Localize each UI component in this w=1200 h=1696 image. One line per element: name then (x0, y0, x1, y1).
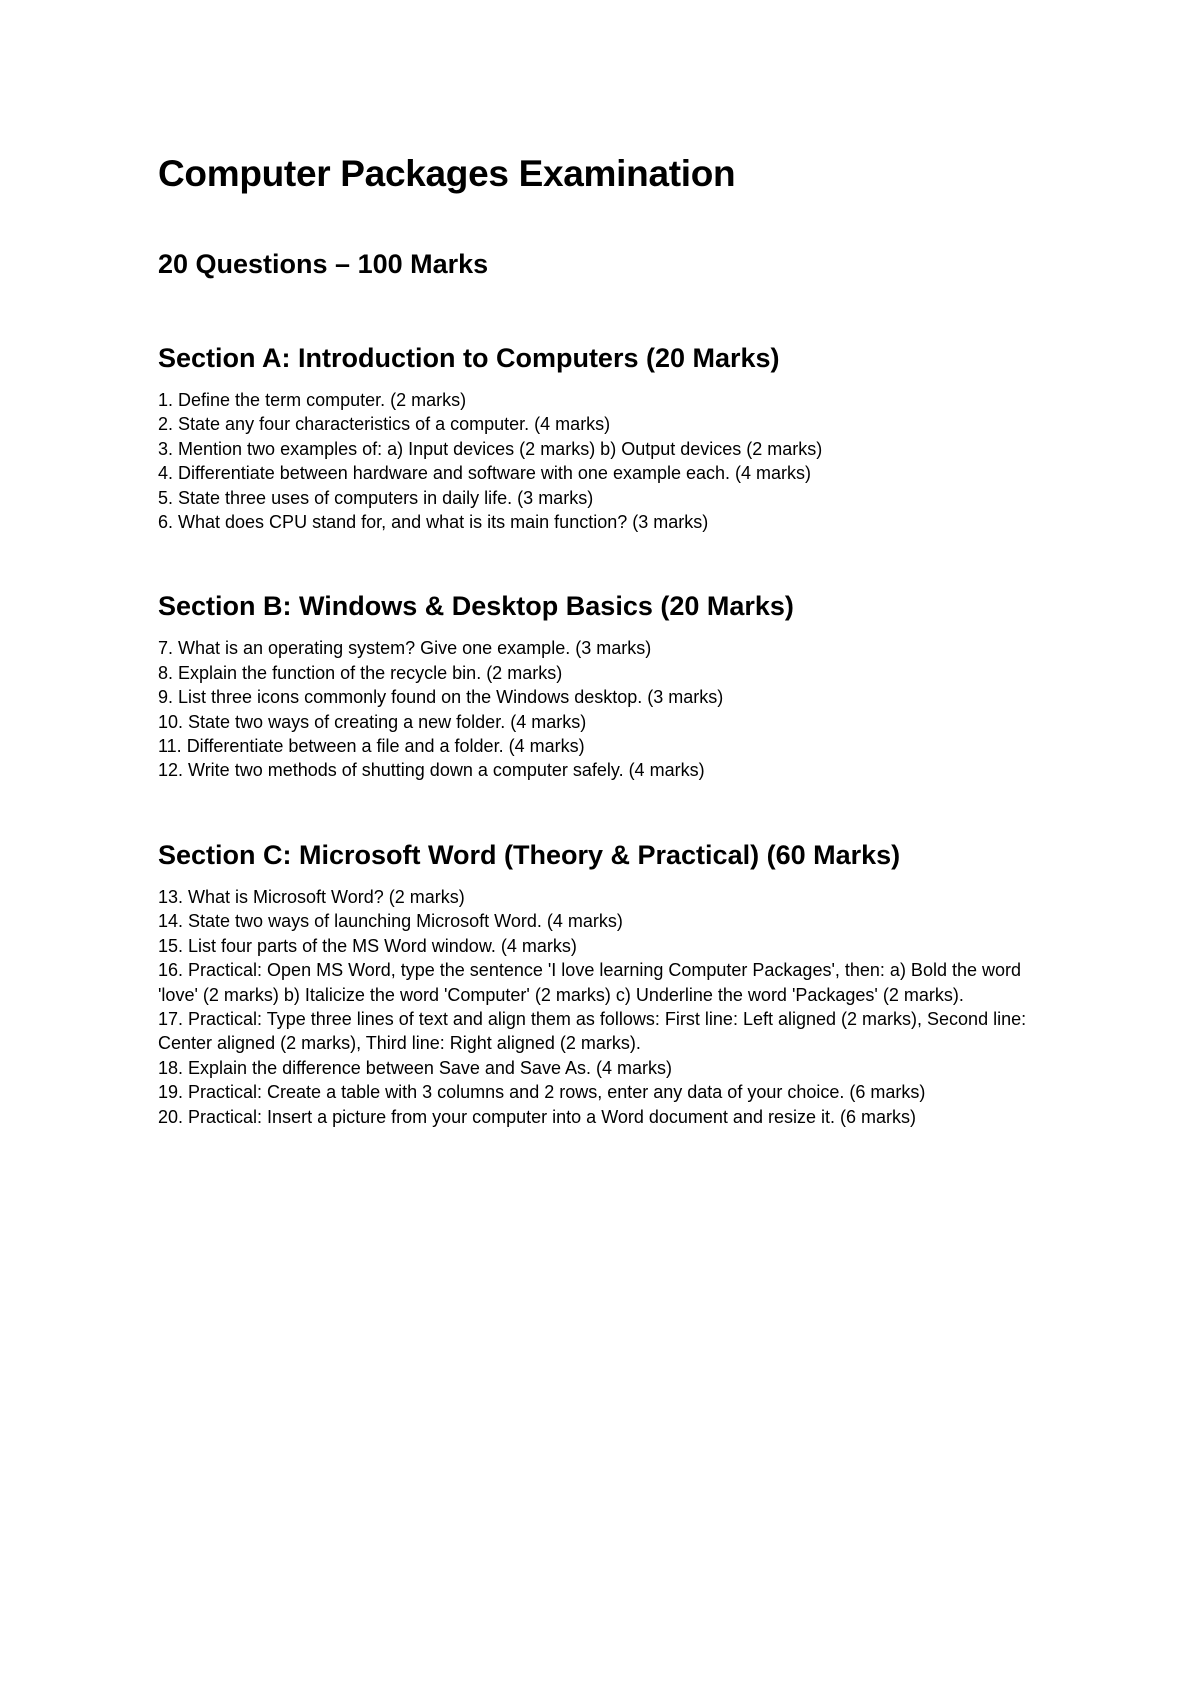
question-item: 12. Write two methods of shutting down a computer safely. (4 marks) (158, 760, 705, 781)
section-c (158, 839, 1058, 1129)
question-item: 5. State three uses of computers in daily life. (3 marks) (158, 487, 594, 508)
question-item: 9. List three icons commonly found on the Windows desktop. (3 marks) (158, 687, 724, 708)
section-heading: Section A: Introduction to Computers (20 Marks) (158, 343, 780, 373)
question-item: 13. What is Microsoft Word? (2 marks) (158, 886, 465, 907)
page-title: Computer Packages Examination (158, 153, 736, 194)
question-item: 18. Explain the difference between Save and Save As. (4 marks) (158, 1057, 672, 1078)
section-b (158, 590, 1058, 782)
question-item: 3. Mention two examples of: a) Input devices (2 marks) b) Output devices (2 marks) (158, 438, 823, 459)
page-subtitle: 20 Questions – 100 Marks (158, 249, 489, 279)
question-list (158, 388, 1058, 534)
question-item: 2. State any four characteristics of a computer. (4 marks) (158, 414, 611, 435)
question-item: 7. What is an operating system? Give one example. (3 marks) (158, 638, 652, 659)
question-item: 1. Define the term computer. (2 marks) (158, 390, 467, 410)
question-list (158, 885, 1058, 1129)
question-item: 19. Practical: Create a table with 3 columns and 2 rows, enter any data of your choice. (6 marks) (158, 1082, 926, 1103)
question-list (158, 636, 1058, 782)
section-heading: Section B: Windows & Desktop Basics (20 Marks) (158, 591, 794, 622)
exam-page (158, 152, 1058, 1185)
question-item: 15. List four parts of the MS Word window. (4 marks) (158, 935, 577, 956)
question-item: 8. Explain the function of the recycle bin. (2 marks) (158, 662, 563, 683)
section-a (158, 342, 1058, 534)
question-item: 6. What does CPU stand for, and what is its main function? (3 marks) (158, 512, 709, 533)
question-item: 20. Practical: Insert a picture from your computer into a Word document and resize it. (6 marks) (158, 1106, 916, 1127)
section-heading: Section C: Microsoft Word (Theory & Practical) (60 Marks) (158, 839, 901, 870)
question-item: 10. State two ways of creating a new folder. (4 marks) (158, 711, 587, 732)
question-item: 14. State two ways of launching Microsoft Word. (4 marks) (158, 911, 623, 932)
question-item: 11. Differentiate between a file and a folder. (4 marks) (158, 736, 585, 757)
question-item: 4. Differentiate between hardware and software with one example each. (4 marks) (158, 463, 812, 484)
question-item: 17. Practical: Type three lines of text and align them as follows: First line: Left aligned (2 marks), Second line: Center aligned (2 marks), Third line: Right aligned (2 marks). (158, 1008, 1027, 1054)
question-item: 16. Practical: Open MS Word, type the sentence 'I love learning Computer Packages', then: a) Bold the word 'love' (2 marks) b) Italicize the word 'Computer' (2 marks) c) Underline the word 'Packages' (2 marks). (158, 960, 1021, 1005)
